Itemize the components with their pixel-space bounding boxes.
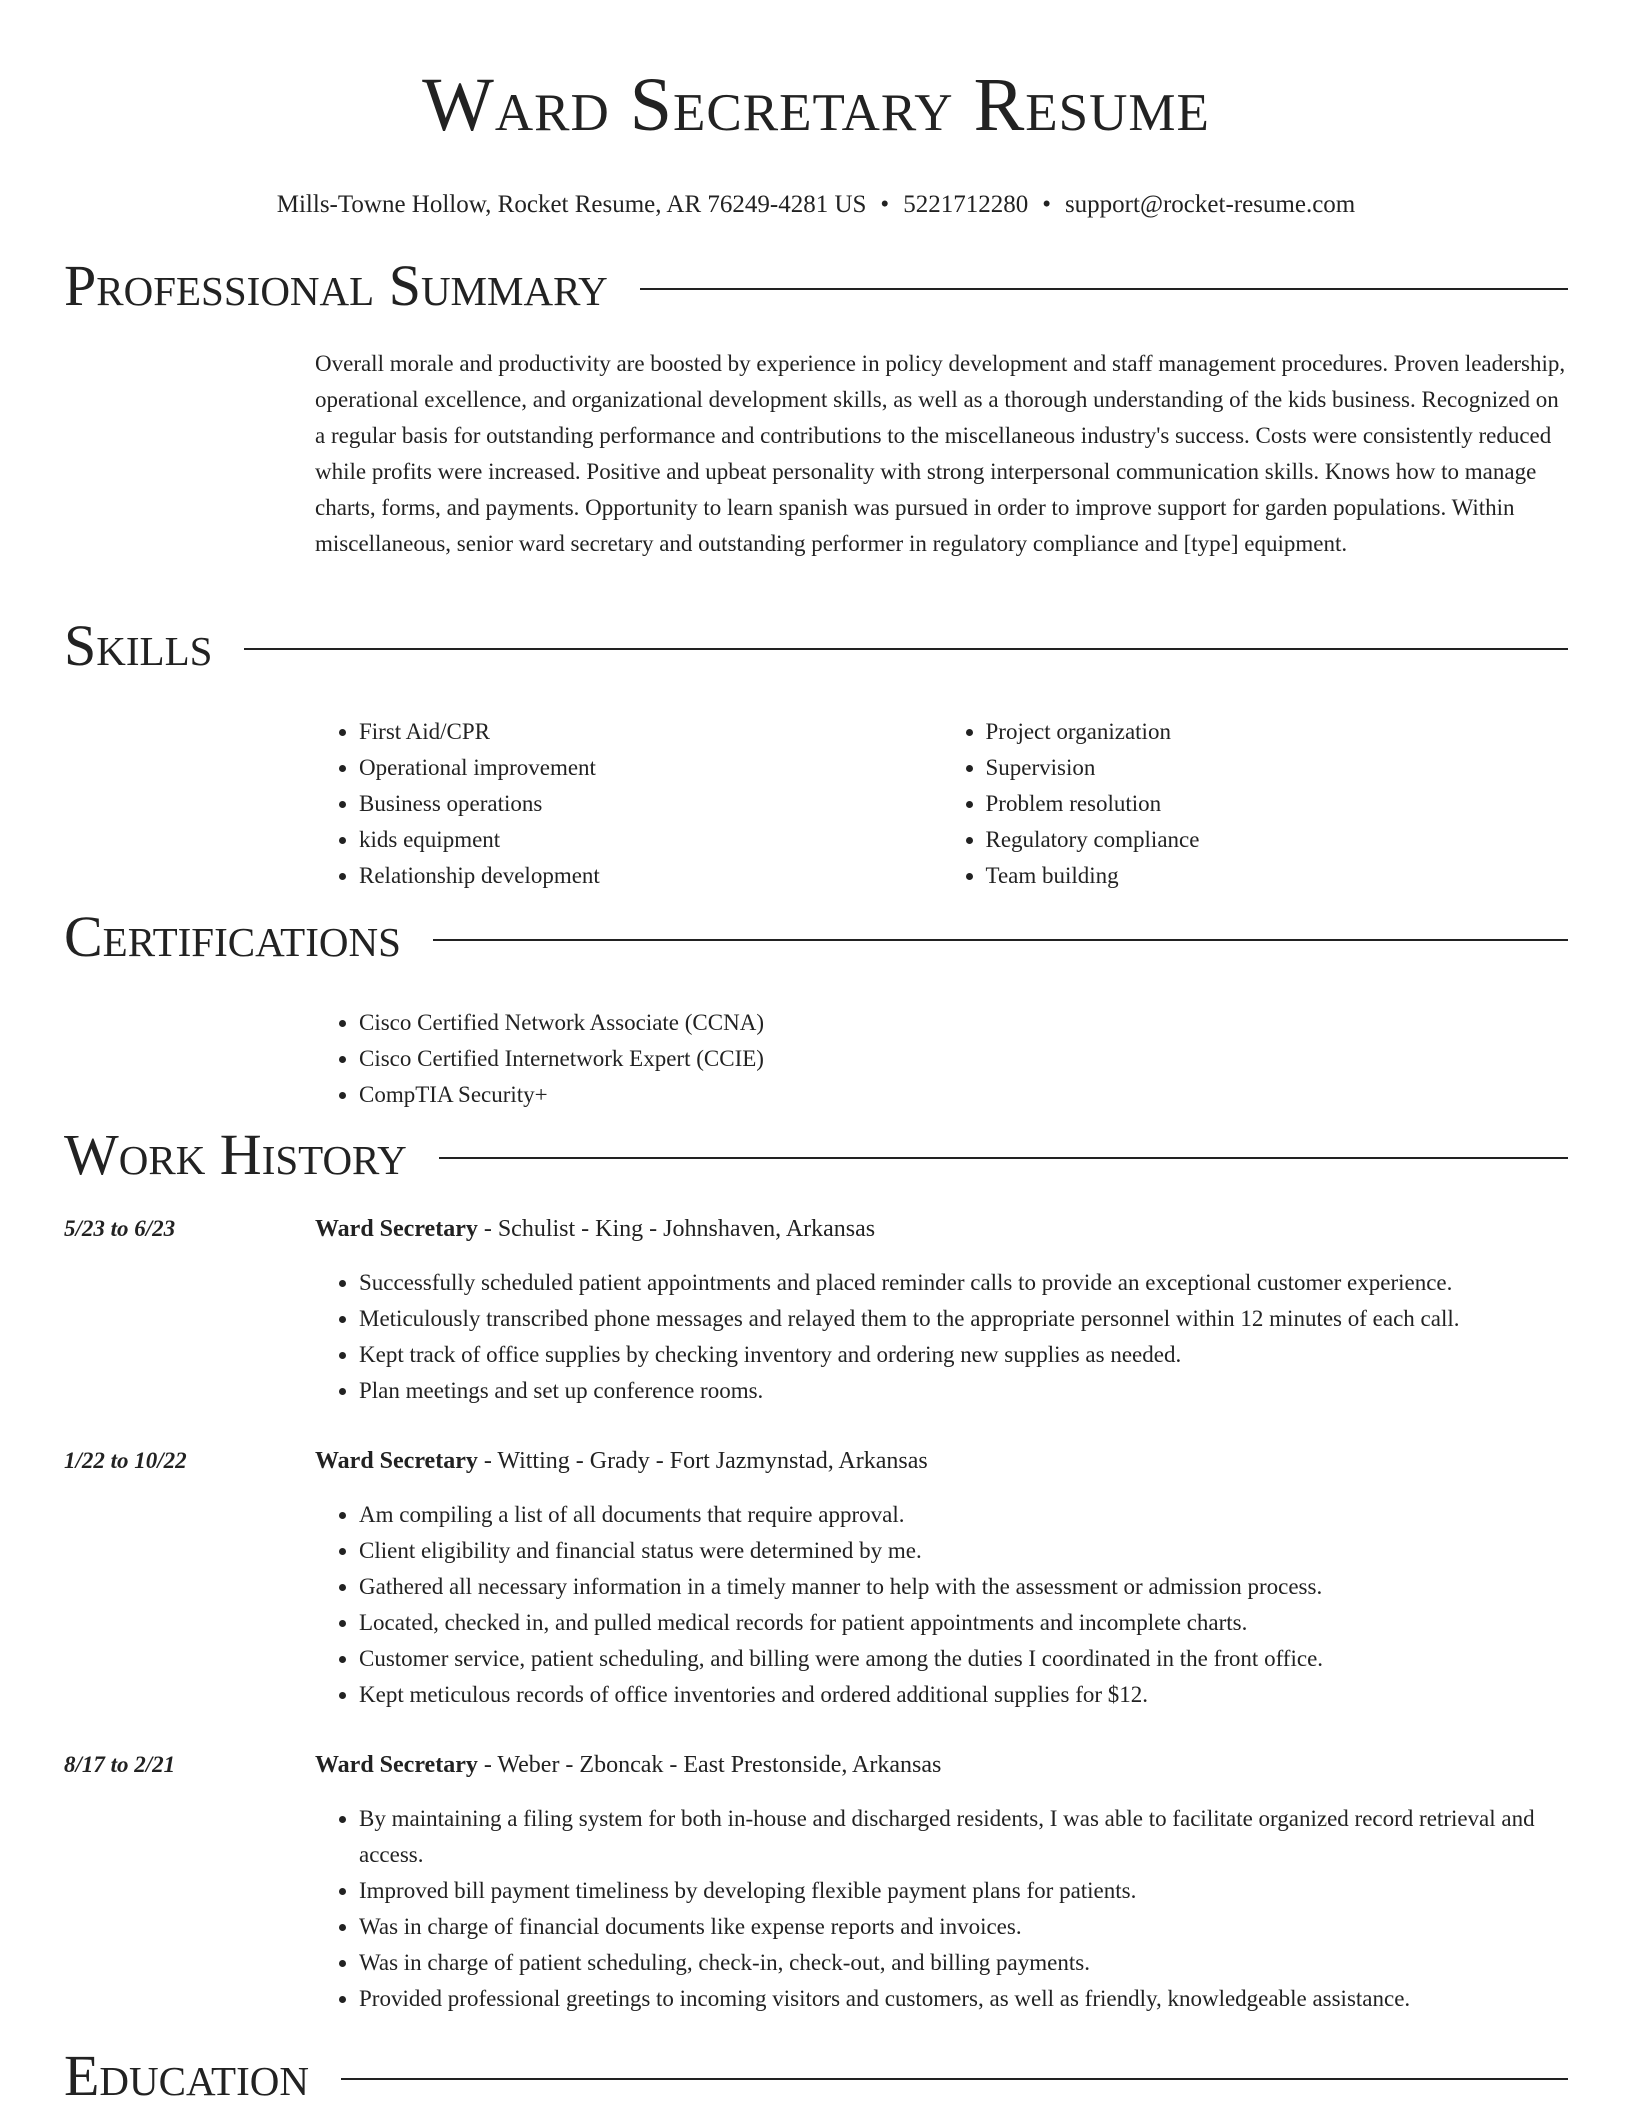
certification-item: • Cisco Certified Internetwork Expert (CCIE)	[359, 1041, 1568, 1077]
section-divider	[439, 1157, 1568, 1159]
contact-line	[0, 190, 1632, 220]
summary-heading: Professional Summary	[64, 253, 608, 318]
job-duty-item: • Gathered all necessary information in a timely manner to help with the assessment or admission process.	[359, 1569, 1568, 1605]
skills-section	[64, 613, 1568, 894]
job-duty-item: • By maintaining a filing system for both in-house and discharged residents, I was able to facilitate organized record retrieval and access.	[359, 1801, 1568, 1873]
skill-item: • First Aid/CPR	[359, 714, 942, 750]
job-duty-item: • Customer service, patient scheduling, and billing were among the duties I coordinated in the front office.	[359, 1641, 1568, 1677]
job-dates: 1/22 to 10/22	[64, 1448, 187, 1473]
contact-separator: •	[1042, 191, 1051, 218]
skill-item: • kids equipment	[359, 822, 942, 858]
job-entry	[64, 1747, 1568, 2017]
job-details	[315, 1211, 1568, 1409]
skill-item: • Relationship development	[359, 858, 942, 894]
education-header	[64, 2043, 1568, 2108]
skill-item: • Team building	[986, 858, 1569, 894]
skills-column-right	[942, 714, 1569, 894]
job-dates: 8/17 to 2/21	[64, 1752, 176, 1777]
skill-item: • Operational improvement	[359, 750, 942, 786]
job-employer: - Weber - Zboncak - East Prestonside, Arkansas	[477, 1752, 942, 1778]
job-duty-item: • Located, checked in, and pulled medical records for patient appointments and incomplete charts.	[359, 1605, 1568, 1641]
contact-phone: 5221712280	[903, 191, 1029, 218]
contact-separator: •	[880, 191, 890, 218]
skill-item: • Regulatory compliance	[986, 822, 1569, 858]
job-duty-item: • Client eligibility and financial status were determined by me.	[359, 1533, 1568, 1569]
work-history-section	[64, 1122, 1568, 2017]
job-duty-item: • Was in charge of financial documents like expense reports and invoices.	[359, 1909, 1568, 1945]
job-title: Ward Secretary	[315, 1216, 478, 1242]
job-duty-item: • Was in charge of patient scheduling, check-in, check-out, and billing payments.	[359, 1945, 1568, 1981]
skills-heading: Skills	[64, 613, 213, 678]
job-entry	[64, 1211, 1568, 1409]
education-section	[64, 2043, 1568, 2108]
job-details	[315, 1747, 1568, 2017]
certifications-section	[64, 904, 1568, 1113]
contact-address: Mills-Towne Hollow, Rocket Resume, AR 76249-4281 US	[276, 191, 867, 218]
resume-title: Ward Secretary Resume	[422, 63, 1210, 147]
certification-item: • Cisco Certified Network Associate (CCNA)	[359, 1005, 1568, 1041]
skill-item: • Project organization	[986, 714, 1569, 750]
summary-section	[64, 253, 1568, 562]
job-heading	[315, 1211, 1568, 1247]
job-duty-item: • Plan meetings and set up conference rooms.	[359, 1373, 1568, 1409]
summary-text: Overall morale and productivity are boosted by experience in policy development and staff management procedures. Proven leadership, operational excellence, and organizational development skills, as well as a thorough understanding of the kids business. Recognized on a regular basis for outstanding performance and contributions to the miscellaneous industry's success. Costs were consistently reduced while profits were increased. Positive and upbeat personality with strong interpersonal communication skills. Knows how to manage charts, forms, and payments. Opportunity to learn spanish was pursued in order to improve support for garden populations. Within miscellaneous, senior ward secretary and outstanding performer in regulatory compliance and [type] equipment.	[315, 351, 1566, 556]
job-duty-item: • Kept track of office supplies by checking inventory and ordering new supplies as needed.	[359, 1337, 1568, 1373]
skills-column-left	[315, 714, 942, 894]
job-title: Ward Secretary	[315, 1448, 478, 1474]
job-title: Ward Secretary	[315, 1752, 478, 1778]
job-dates: 5/23 to 6/23	[64, 1216, 176, 1241]
certifications-items	[315, 1005, 1568, 1113]
section-divider	[341, 2078, 1568, 2080]
job-employer: - Schulist - King - Johnshaven, Arkansas	[477, 1216, 876, 1242]
skill-item: • Problem resolution	[986, 786, 1569, 822]
job-duty-item: • Successfully scheduled patient appointments and placed reminder calls to provide an exceptional customer experience.	[359, 1265, 1568, 1301]
summary-header	[64, 253, 1568, 318]
job-duty-item: • Improved bill payment timeliness by developing flexible payment plans for patients.	[359, 1873, 1568, 1909]
job-duty-item: • Provided professional greetings to incoming visitors and customers, as well as friendly, knowledgeable assistance.	[359, 1981, 1568, 2017]
job-duties	[315, 1497, 1568, 1713]
job-duty-item: • Meticulously transcribed phone messages and relayed them to the appropriate personnel within 12 minutes of each call.	[359, 1301, 1568, 1337]
section-divider	[433, 939, 1568, 941]
job-employer: - Witting - Grady - Fort Jazmynstad, Arkansas	[477, 1448, 928, 1474]
job-heading	[315, 1443, 1568, 1479]
certification-item: • CompTIA Security+	[359, 1077, 1568, 1113]
certifications-heading: Certifications	[64, 904, 401, 969]
contact-email[interactable]: support@rocket-resume.com	[1064, 191, 1356, 218]
job-duties	[315, 1801, 1568, 2017]
job-duty-item: • Am compiling a list of all documents that require approval.	[359, 1497, 1568, 1533]
job-duties	[315, 1265, 1568, 1409]
section-divider	[244, 648, 1568, 650]
education-heading: Education	[64, 2043, 309, 2108]
work-history-header	[64, 1122, 1568, 1187]
skill-item: • Business operations	[359, 786, 942, 822]
certifications-list	[315, 1005, 1568, 1113]
job-heading	[315, 1747, 1568, 1783]
skills-list	[315, 714, 1568, 894]
skills-header	[64, 613, 1568, 678]
skill-item: • Supervision	[986, 750, 1569, 786]
job-entry	[64, 1443, 1568, 1713]
job-details	[315, 1443, 1568, 1713]
work-history-heading: Work History	[64, 1122, 407, 1187]
certifications-header	[64, 904, 1568, 969]
job-duty-item: • Kept meticulous records of office inventories and ordered additional supplies for $12.	[359, 1677, 1568, 1713]
section-divider	[640, 288, 1568, 290]
